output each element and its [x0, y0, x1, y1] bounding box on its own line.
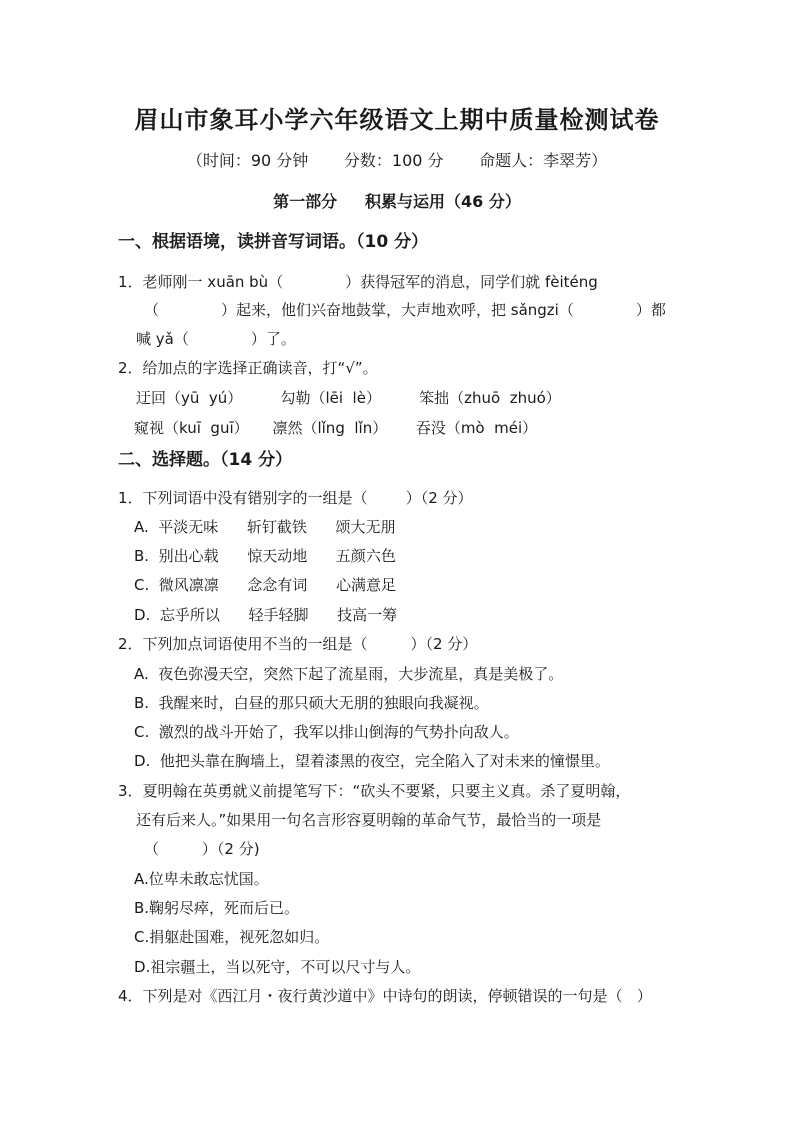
part-heading: 第一部分 积累与运用（46 分） [273, 192, 521, 211]
exam-meta: （时间：90 分钟 分数：100 分 命题人：李翠芳） [186, 151, 608, 170]
s1-q2-row2: 窥视（kuī guī） 凛然（lǐng lǐn） 吞没（mò méi） [134, 419, 538, 437]
section2-heading: 二、选择题。（14 分） [118, 450, 293, 470]
s2-q1-option-d: D. 忘乎所以 轻手轻脚 技高一筹 [134, 606, 398, 624]
s2-q2-option-a: A. 夜色弥漫天空，突然下起了流星雨，大步流星，真是美极了。 [134, 665, 564, 683]
s2-q3-line2: 还有后来人。”如果用一句名言形容夏明翰的革命气节，最恰当的一项是 [136, 811, 602, 829]
s1-q1-line2: （ ）起来，他们兴奋地鼓掌，大声地欢呼，把 sǎngzi（ ）都 [144, 301, 666, 319]
s2-q3-option-b: B.鞠躬尽瘁，死而后已。 [134, 899, 300, 917]
s1-q2-stem: 2．给加点的字选择正确读音，打“√”。 [118, 359, 378, 377]
s2-q3-line3: （ ）（2 分) [144, 840, 260, 858]
s2-q1-stem: 1．下列词语中没有错别字的一组是（ ）（2 分） [118, 489, 473, 507]
s2-q2-option-d: D. 他把头靠在胸墙上，望着漆黑的夜空，完全陷入了对未来的憧憬里。 [134, 752, 610, 770]
s1-q2-row1: 迂回（yū yú） 勾勒（lēi lè） 笨拙（zhuō zhuó） [136, 389, 561, 407]
s2-q3-option-a: A.位卑未敢忘忧国。 [134, 870, 269, 888]
s2-q2-option-b: B. 我醒来时，白昼的那只硕大无朋的独眼向我凝视。 [134, 694, 489, 712]
s2-q4-stem: 4．下列是对《西江月・夜行黄沙道中》中诗句的朗读，停顿错误的一句是（ ） [118, 987, 652, 1005]
s2-q2-stem: 2．下列加点词语使用不当的一组是（ ）（2 分） [118, 635, 478, 653]
s1-q1-line1: 1．老师刚一 xuān bù（ ）获得冠军的消息，同学们就 fèiténg [118, 273, 598, 291]
s2-q1-option-c: C. 微风凛凛 念念有词 心满意足 [134, 576, 396, 594]
s2-q3-option-c: C.捐躯赴国难，视死忽如归。 [134, 928, 330, 946]
s2-q1-option-a: A. 平淡无味 斩钉截铁 颂大无朋 [134, 518, 396, 536]
s2-q2-option-c: C. 激烈的战斗开始了，我军以排山倒海的气势扑向敌人。 [134, 723, 519, 741]
s2-q3-line1: 3．夏明翰在英勇就义前提笔写下：“砍头不要紧，只要主义真。杀了夏明翰， [118, 782, 631, 800]
section1-heading: 一、根据语境，读拼音写词语。（10 分） [118, 232, 429, 252]
s1-q1-line3: 喊 yǎ（ ）了。 [136, 330, 296, 348]
s2-q1-option-b: B. 别出心载 惊天动地 五颜六色 [134, 547, 396, 565]
exam-title: 眉山市象耳小学六年级语文上期中质量检测试卷 [134, 106, 660, 134]
s2-q3-option-d: D.祖宗疆土，当以死守，不可以尺寸与人。 [134, 958, 421, 976]
